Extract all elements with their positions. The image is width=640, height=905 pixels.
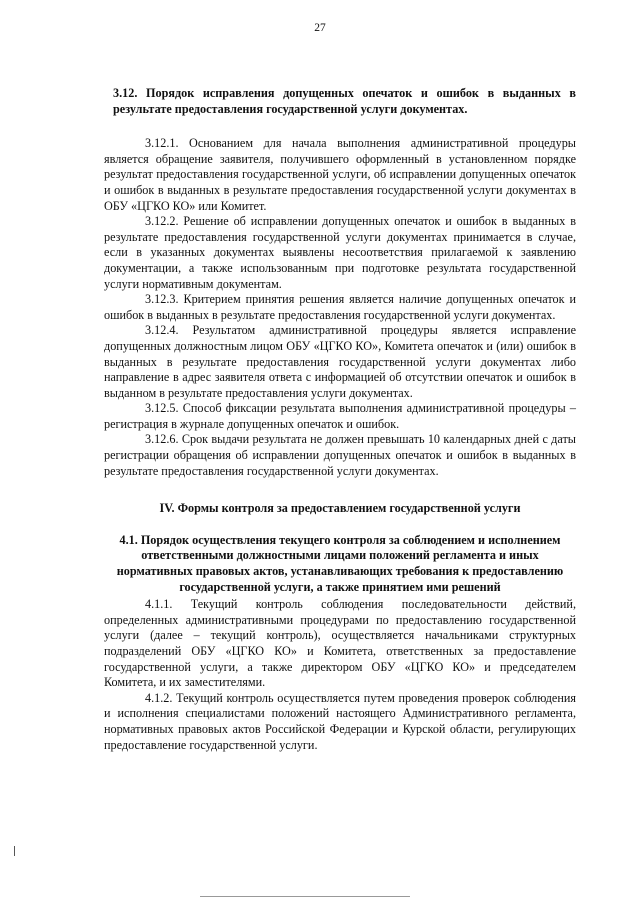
paragraph-4-1-1: 4.1.1. Текущий контроль соблюдения последовательности действий, определенных административными процедурами по предоставлению государственной услуги (далее – текущий контроль), осуществляется начальниками структурных подразделений ОБУ «ЦГКО КО» и Комитета, ответственных за предоставление государственной услуги, а также директором ОБУ «ЦГКО КО» и председателем Комитета, и их заместителями. [104, 597, 576, 690]
paragraph-3-12-4: 3.12.4. Результатом административной процедуры является исправление допущенных должностным лицом ОБУ «ЦГКО КО», Комитета опечаток и (или) ошибок в выданных в результате предоставления государственной услуги документах либо направление в адрес заявителя ответа с информацией об отсутствии опечаток и ошибок в выданном в результате предоставления услуги документах. [104, 323, 576, 400]
paragraph-3-12-2: 3.12.2. Решение об исправлении допущенных опечаток и ошибок в выданных в результате предоставления государственной услуги документах принимается в случае, если в указанных документах выявлены несоответствия прилагаемой к заявлению документации, а также использованным при подготовке результата государственной услуги нормативным документам. [104, 214, 576, 291]
section-iv-heading: IV. Формы контроля за предоставлением государственной услуги [159, 501, 521, 516]
document-body [104, 86, 576, 753]
section-3-12-heading: 3.12. Порядок исправления допущенных опечаток и ошибок в выданных в результате предоставления государственной услуги документах. [113, 86, 576, 116]
paragraph-3-12-6: 3.12.6. Срок выдачи результата не должен превышать 10 календарных дней с даты регистрации обращения об исправлении допущенных опечаток и ошибок в выданных в результате предоставления государственной услуги документах. [104, 432, 576, 478]
paragraph-4-1-2: 4.1.2. Текущий контроль осуществляется путем проведения проверок соблюдения и исполнения специалистами положений настоящего Административного регламента, нормативных правовых актов Российской Федерации и Курской области, регулирующих предоставление государственной услуги. [104, 690, 576, 752]
scan-artifact-left [14, 846, 15, 856]
scan-artifact-bottom [200, 896, 410, 897]
paragraph-3-12-3: 3.12.3. Критерием принятия решения является наличие допущенных опечаток и ошибок в выданных в результате предоставления государственной услуги документах. [104, 292, 576, 322]
paragraph-3-12-5: 3.12.5. Способ фиксации результата выполнения административной процедуры – регистрация в журнале допущенных опечаток и ошибок. [104, 401, 576, 431]
paragraph-3-12-1: 3.12.1. Основанием для начала выполнения административной процедуры является обращение заявителя, получившего оформленный в установленном порядке результат предоставления государственной услуги, об исправлении допущенных опечаток и ошибок в выданных в результате предоставления государственной услуги документах в ОБУ «ЦГКО КО» или Комитет. [104, 136, 576, 213]
page-number: 27 [314, 22, 326, 34]
section-4-1-heading: 4.1. Порядок осуществления текущего контроля за соблюдением и исполнением ответственными должностными лицами положений регламента и иных нормативных правовых актов, устанавливающих требования к предоставлению государственной услуги, а также принятием ими решений [116, 532, 564, 594]
